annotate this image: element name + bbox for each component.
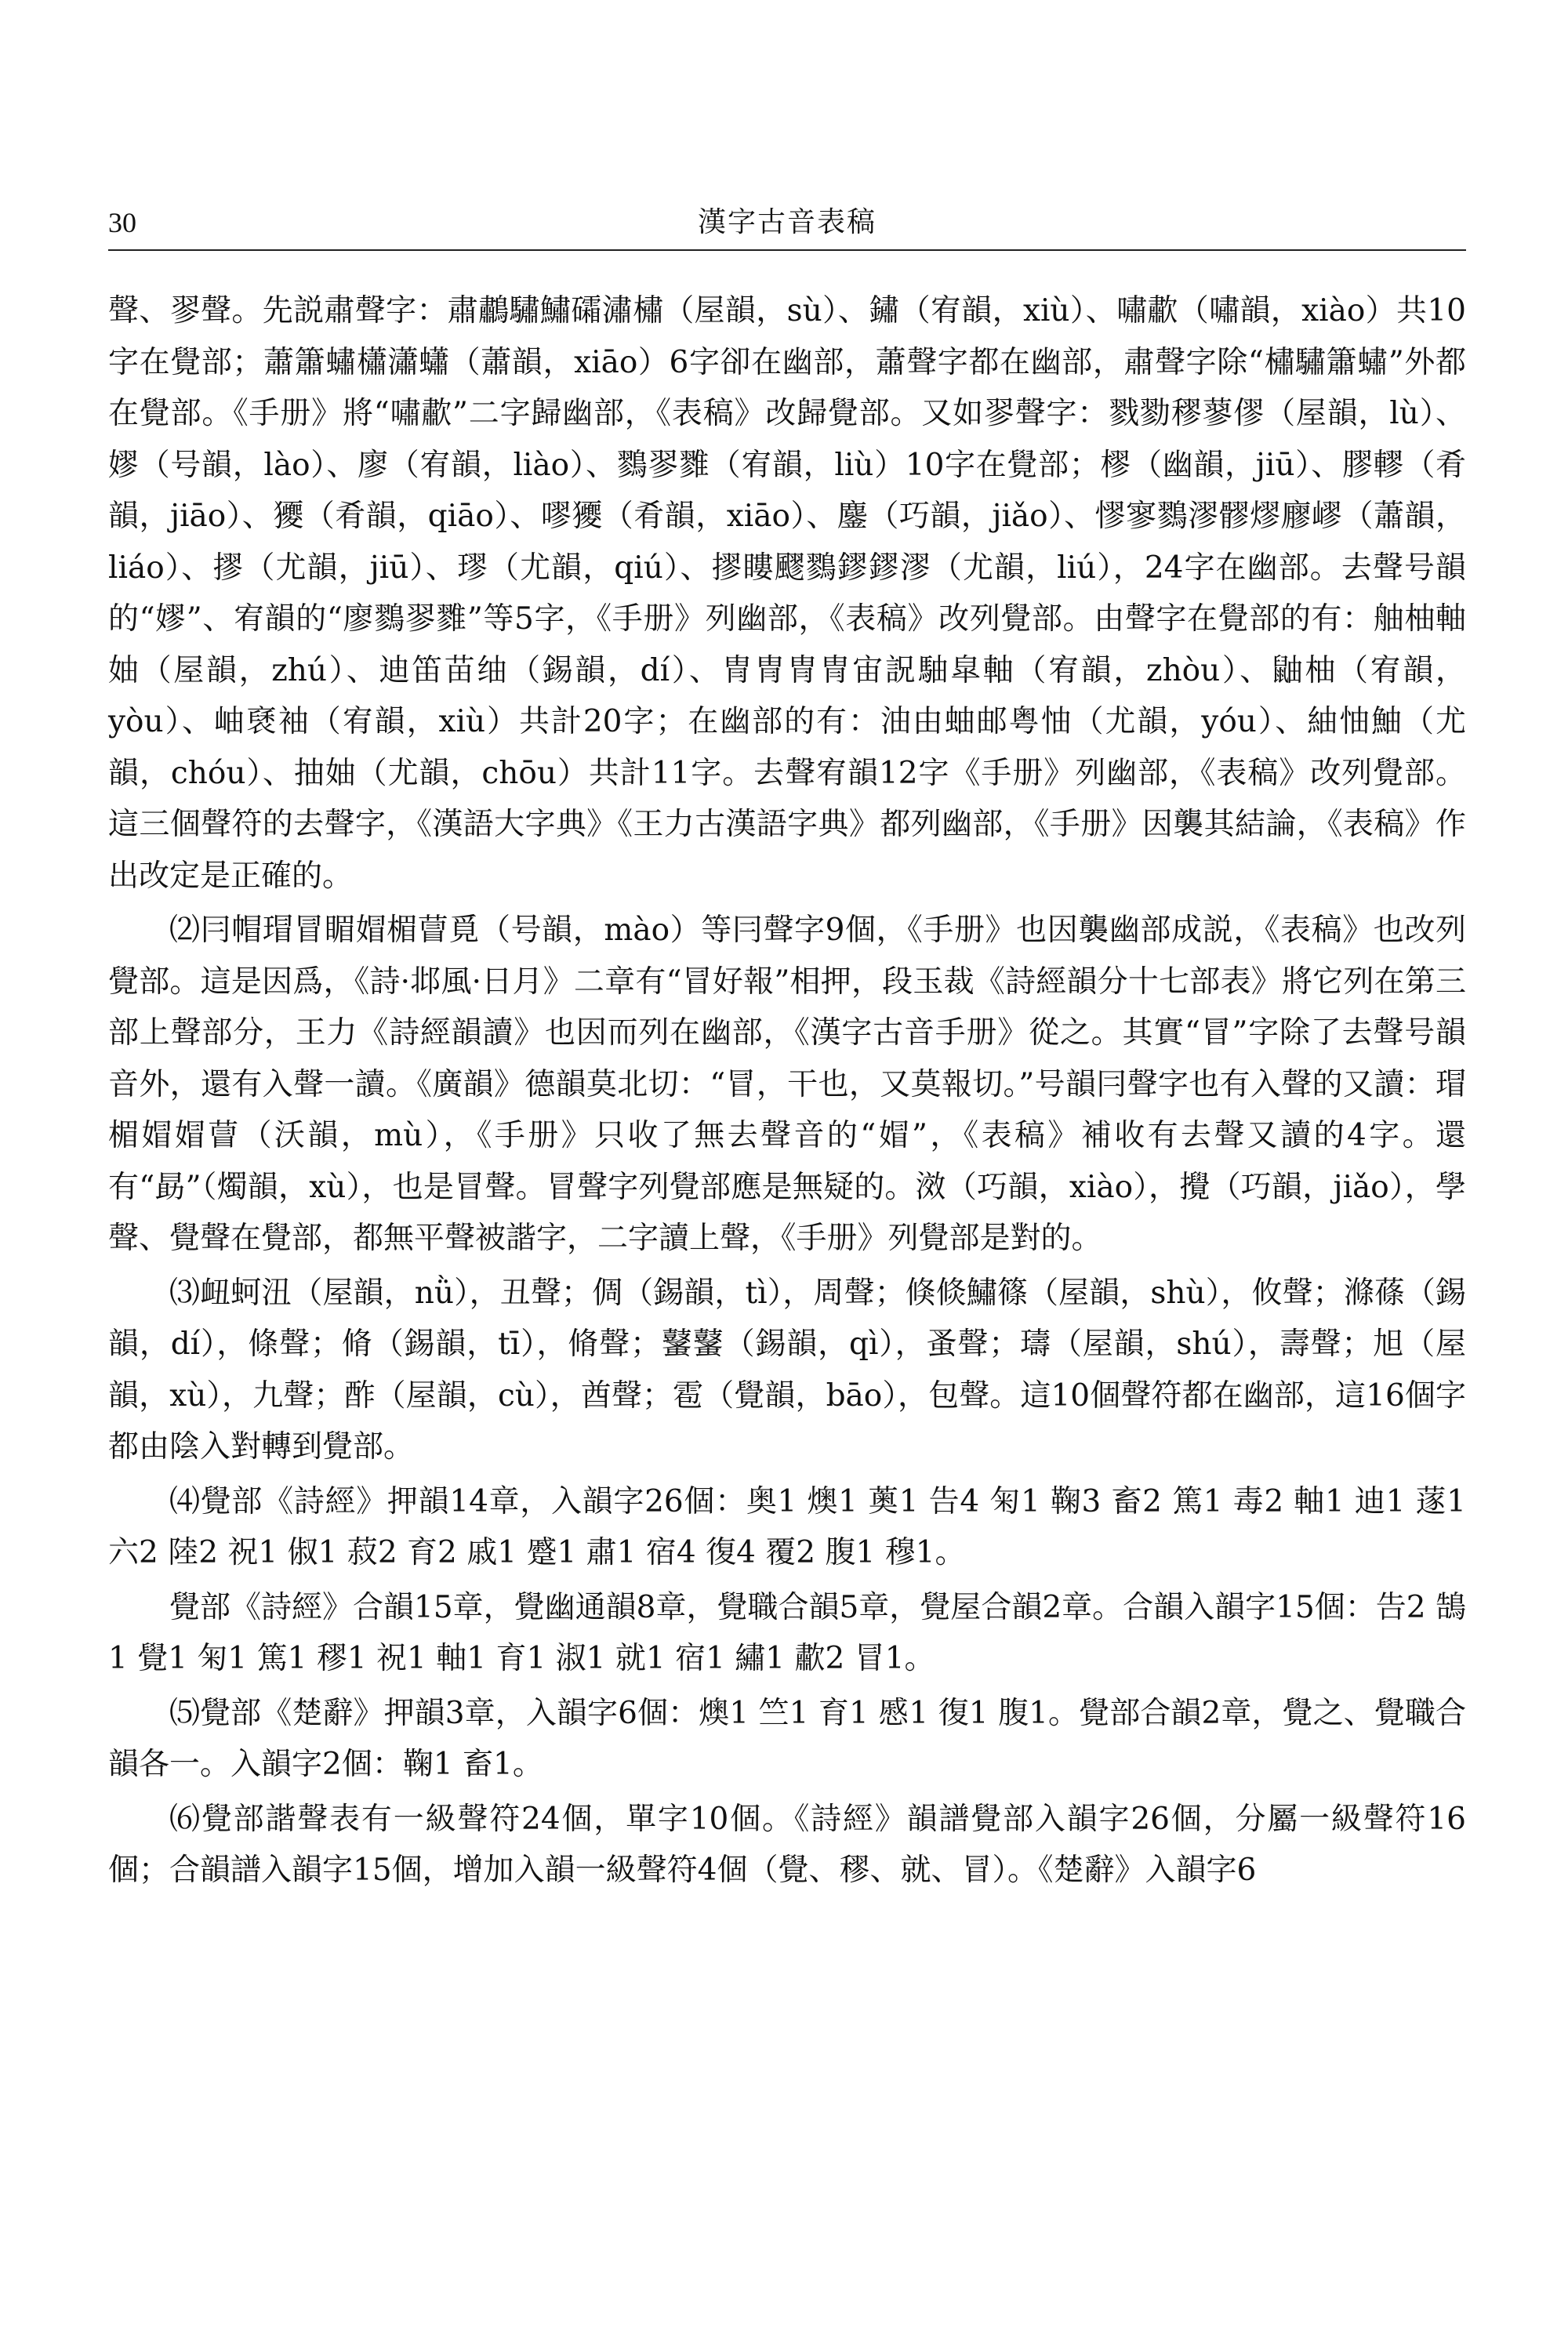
paragraph-continuation: 聲、翏聲。先説肅聲字：肅鷫驌鱐礵潚橚（屋韻，sù）、鏽（宥韻，xiù）、嘯歗（嘯韻，xiào）共10字在覺部；蕭簫蟰櫹瀟蠨（蕭韻，xiāo）6字卻在幽部，蕭聲字都在幽部，肅聲字除“橚驌簫蟰”外都在覺部。《手册》將“嘯歗”二字歸幽部，《表稿》改歸覺部。又如翏聲字：戮勠穋蓼僇（屋韻，lù）、嫪（号韻，lào）、廖（宥韻，liào）、鷚翏雡（宥韻，liù）10字在覺部；樛（幽韻，jiū）、膠轇（肴韻，jiāo）、獿（肴韻，qiāo）、嘐獿（肴韻，xiāo）、鏖（巧韻，jiǎo）、憀寥鷚漻髎熮廫嵺（蕭韻，liáo）、摎（尤韻，jiū）、璆（尤韻，qiú）、摎瞜飂鷚鏐鏐漻（尤韻，liú），24字在幽部。去聲号韻的“嫪”、宥韻的“廖鷚翏雡”等5字，《手册》列幽部，《表稿》改列覺部。由聲字在覺部的有：舳柚軸妯（屋韻，zhú）、迪笛苗䌷（錫韻，dí）、冑冑冑冑宙詋駎皐軸（宥韻，zhòu）、鼬柚（宥韻，yòu）、岫褎袖（宥韻，xiù）共計20字；在幽部的有：油由蚰邮粤怞（尤韻，yóu）、紬怞鮋（尤韻，chóu）、抽妯（尤韻，chōu）共計11字。去聲宥韻12字《手册》列幽部，《表稿》改列覺部。這三個聲符的去聲字，《漢語大字典》《王力古漢語字典》都列幽部，《手册》因襲其結論，《表稿》作出改定是正確的。 [108,293,1466,894]
running-title: 漢字古音表稿 [697,206,877,238]
paragraph-6: ⑹覺部諧聲表有一級聲符24個，單字10個。《詩經》韻譜覺部入韻字26個，分屬一級聲符16個；合韻譜入韻字15個，增加入韻一級聲符4個（覺、穋、就、冒）。《楚辭》入韻字6 [108,1801,1466,1888]
page-number: 30 [108,207,136,238]
paragraph-3: ⑶衄蚵沑（屋韻，nǜ），丑聲；倜（錫韻，tì），周聲；倏倐鱐篠（屋韻，shù），攸聲；滌蓧（錫韻，dí），條聲；脩（錫韻，tī），脩聲；鼜鼜（錫韻，qì），蚤聲；璹（屋韻，shú），壽聲；旭（屋韻，xù），九聲；酢（屋韻，cù），酋聲；雹（覺韻，bāo），包聲。這10個聲符都在幽部，這16個字都由陰入對轉到覺部。 [108,1275,1466,1465]
paragraph-2: ⑵冃帽瑁冒睸媢楣萺覓（号韻，mào）等冃聲字9個，《手册》也因襲幽部成説，《表稿》也改列覺部。這是因爲，《詩·邶風·日月》二章有“冒好報”相押，段玉裁《詩經韻分十七部表》將它列在第三部上聲部分，王力《詩經韻讀》也因而列在幽部，《漢字古音手册》從之。其實“冒”字除了去聲号韻音外，還有入聲一讀。《廣韻》德韻莫北切：“冒，干也，又莫報切。”号韻冃聲字也有入聲的又讀：瑁楣媢媢萺（沃韻，mù），《手册》只收了無去聲音的“媢”，《表稿》補收有去聲又讀的4字。還有“勗”（燭韻，xù），也是冒聲。冒聲字列覺部應是無疑的。滧（巧韻，xiào），攪（巧韻，jiǎo），學聲、覺聲在覺部，都無平聲被諧字，二字讀上聲，《手册》列覺部是對的。 [108,913,1466,1256]
paragraph-5: ⑸覺部《楚辭》押韻3章，入韻字6個：燠1 竺1 育1 慼1 復1 腹1。覺部合韻2章，覺之、覺職合韻各一。入韻字2個：鞠1 畜1。 [108,1695,1466,1782]
paragraph-4: ⑷覺部《詩經》押韻14章，入韻字26個：奥1 燠1 薁1 告4 匊1 鞠3 畜2 篤1 毒2 軸1 迪1 蓫1 六2 陸2 祝1 俶1 菽2 育2 戚1 蹙1 肅1 宿4 復4 覆2 腹1 穆1。 [108,1483,1467,1570]
paragraph-4b: 覺部《詩經》合韻15章，覺幽通韻8章，覺職合韻5章，覺屋合韻2章。合韻入韻字15個：告2 鵠1 覺1 匊1 篤1 穋1 祝1 軸1 育1 淑1 就1 宿1 繡1 歗2 冒1。 [108,1589,1466,1676]
body-text [108,285,1466,1896]
header-rule [108,249,1466,251]
page-header [108,202,1466,243]
